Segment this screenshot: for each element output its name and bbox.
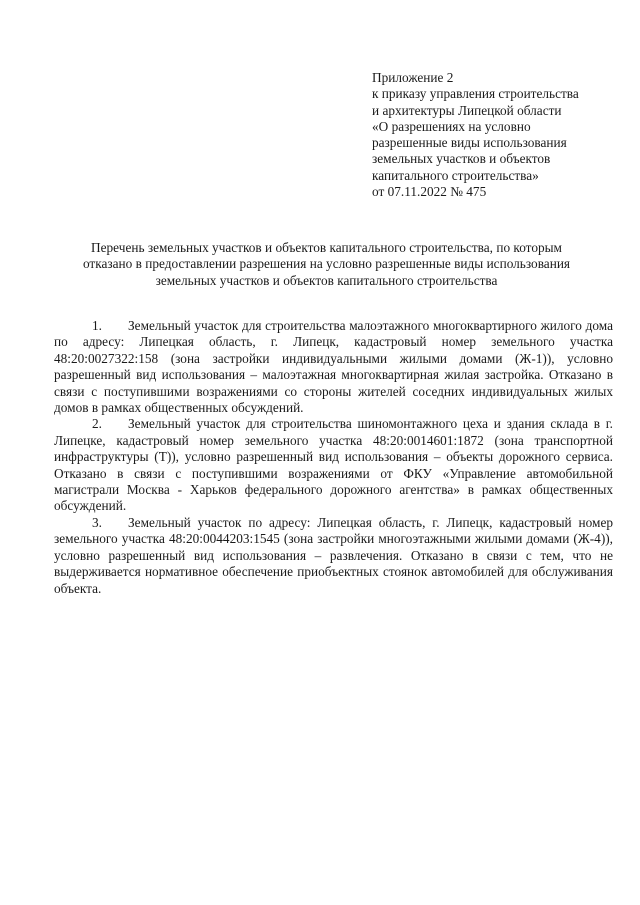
item-number: 2. <box>92 416 102 432</box>
appendix-line: Приложение 2 <box>372 70 454 85</box>
document-title <box>40 240 613 289</box>
list-item <box>54 318 613 416</box>
appendix-line: «О разрешениях на условно <box>372 118 531 134</box>
appendix-header <box>372 70 622 200</box>
title-line: земельных участков и объектов капитального строительства <box>155 272 498 288</box>
appendix-line: разрешенные виды использования <box>372 135 567 151</box>
list-item <box>54 515 613 597</box>
list-item <box>54 416 613 514</box>
appendix-line: к приказу управления строительства <box>372 86 579 102</box>
item-text: Земельный участок для строительства шиномонтажного цеха и здания склада в г. Липецке, кадастровый номер земельного участка 48:20:0014601:1872 (зона транспортной инфраструктуры (Т)), условно разрешенный вид использования – объекты дорожного сервиса. Отказано в связи с поступившими возражениями от ФКУ «Управление автомобильной магистрали Москва - Харьков федерального дорожного агентства» в рамках общественных обсуждений. <box>54 416 613 514</box>
item-number: 3. <box>92 514 102 530</box>
title-line: отказано в предоставлении разрешения на условно разрешенные виды использования <box>82 256 571 272</box>
title-line: Перечень земельных участков и объектов капитального строительства, по которым <box>91 240 562 255</box>
item-text: Земельный участок по адресу: Липецкая область, г. Липецк, кадастровый номер земельного участка 48:20:0044203:1545 (зона застройки многоэтажными жилыми домами (Ж-4)), условно разрешенный вид использования – развлечения. Отказано в связи с тем, что не выдерживается нормативное обеспечение приобъектных стоянок автомобилей для обслуживания объекта. <box>54 514 613 596</box>
appendix-line: и архитектуры Липецкой области <box>372 102 562 118</box>
appendix-line: капитального строительства» <box>372 167 539 183</box>
appendix-line: от 07.11.2022 № 475 <box>372 184 487 200</box>
item-number: 1. <box>92 318 102 333</box>
item-text: Земельный участок для строительства малоэтажного многоквартирного жилого дома по адресу: Липецкая область, г. Липецк, кадастровый номер земельного участка 48:20:0027322:158 (зона застройки индивидуальными жилыми домами (Ж-1)), условно разрешенный вид использования – малоэтажная многоквартирная жилая застройка. Отказано в связи с поступившими возражениями со стороны жителей соседних индивидуальных жилых домов в рамках общественных обсуждений. <box>54 318 613 416</box>
appendix-line: земельных участков и объектов <box>372 151 551 167</box>
document-body <box>54 318 613 597</box>
